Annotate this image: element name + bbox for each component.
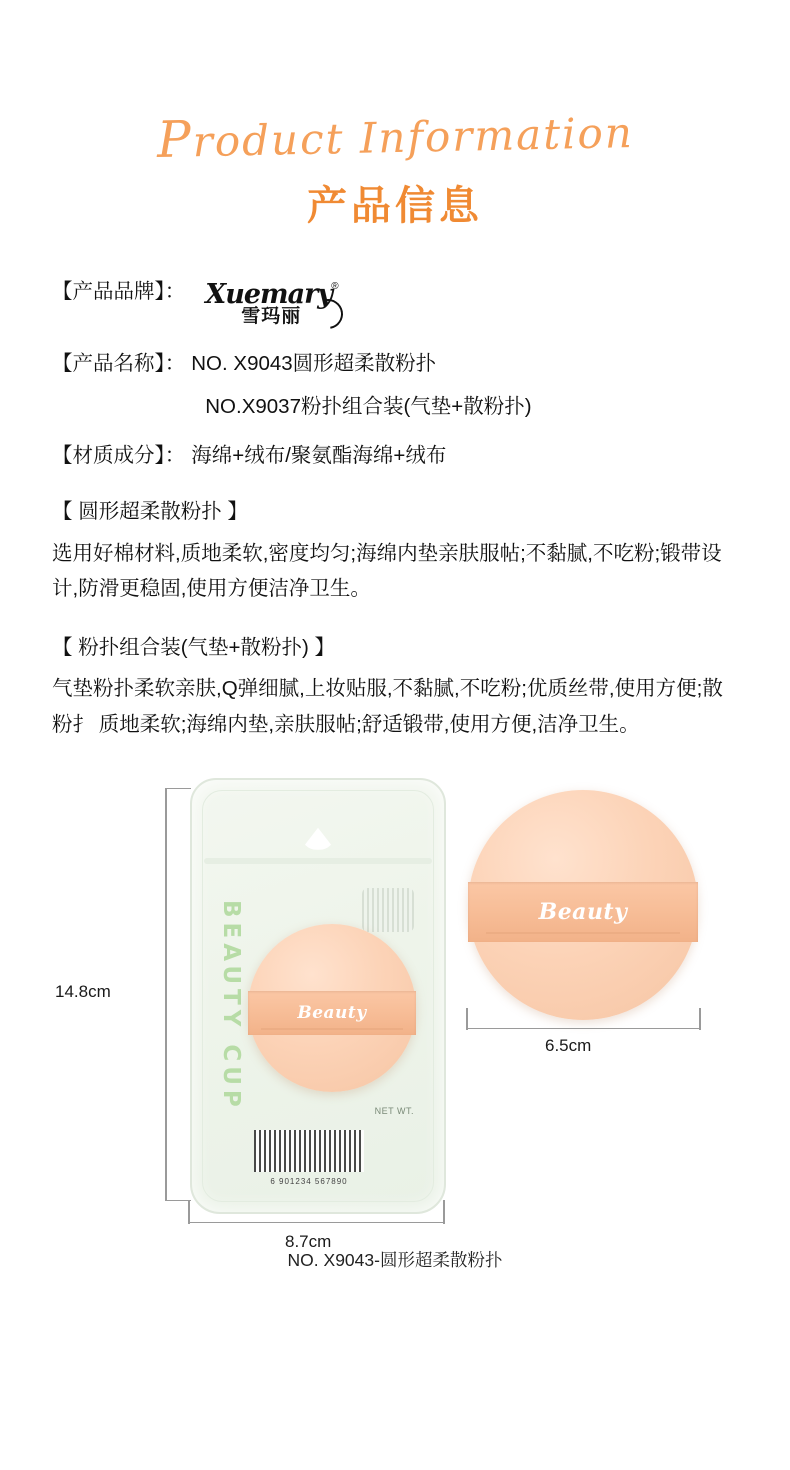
dimension-height-tick-top [165,788,191,790]
page-title-script-initial: P [156,110,193,169]
section-1-heading: 【 圆形超柔散粉扑 】 [52,500,248,524]
product-name-value [191,349,531,423]
page-title-script [156,105,634,169]
dimension-puff-line [466,1028,700,1030]
dimension-puff-label: 6.5cm [545,1035,592,1055]
package-seal [204,858,432,864]
brand-logo-registered: ® [331,281,339,292]
dimension-puff-tick-left [466,1008,468,1030]
brand-label: 【产品品牌】： [52,280,186,303]
page-title-cn: 产品信息 [307,184,483,228]
section-2-body: 气垫粉扑柔软亲肤,Q弹细腻,上妆贴服,不黏腻,不吃粉;优质丝带,使用方便;散粉扌 质地柔软;海绵内垫,亲肤服帖;舒适锻带,使用方便,洁净卫生。 [52,677,723,736]
package-notch-icon [301,828,335,850]
info-row-material [52,441,738,472]
brand-logo-latin: Xuemary [205,279,332,310]
package-barcode [254,1130,364,1172]
page-title-script-rest: roduct Information [191,108,634,167]
package-side-text: BEAUTY CUP [218,899,244,1112]
puff-band-standalone-text: Beauty [538,898,628,925]
page-header [0,0,790,231]
material-value: 海绵+绒布/聚氨酯海绵+绒布 [191,443,447,467]
brand-logo-cn: 雪玛丽 [241,306,302,327]
package-label-chip [362,888,414,932]
info-row-name [52,349,738,423]
info-row-brand [52,277,738,331]
powder-puff-standalone [468,790,698,1020]
material-label: 【材质成分】： [52,443,186,467]
dimension-height-line [165,788,167,1200]
product-info [52,277,738,742]
dimension-width-tick-right [443,1200,445,1224]
product-name-line1: NO. X9043圆形超柔散粉扑 [191,352,437,375]
dimension-width-line [188,1222,444,1224]
product-name-label: 【产品名称】： [52,352,186,375]
dimension-width-label: 8.7cm [285,1231,332,1251]
powder-puff-in-package [248,924,416,1092]
product-package [190,778,446,1214]
dimension-height-label: 14.8cm [55,981,111,1001]
puff-band-seam [261,1028,402,1030]
section-2-heading: 【 粉扑组合装(气垫+散粉扑) 】 [52,635,336,659]
section-1-body: 选用好棉材料,质地柔软,密度均匀;海绵内垫亲肤服帖;不黏腻,不吃粉;锻带设计,防滑更稳固,使用方便洁净卫生。 [52,542,722,601]
product-gallery [0,770,790,1290]
brand-logo [199,277,367,331]
package-small-text: NET WT. [374,1105,414,1116]
dimension-width-tick-left [188,1200,190,1224]
dimension-puff-tick-right [699,1008,701,1030]
puff-band-standalone-seam [486,932,679,934]
package-barcode-label: 6 901234 567890 [270,1176,348,1186]
puff-band-text: Beauty [297,1002,367,1023]
gallery-caption: NO. X9043-圆形超柔散粉扑 [287,1249,503,1270]
product-name-line2: NO.X9037粉扑组合装(气垫+散粉扑) [205,394,532,418]
